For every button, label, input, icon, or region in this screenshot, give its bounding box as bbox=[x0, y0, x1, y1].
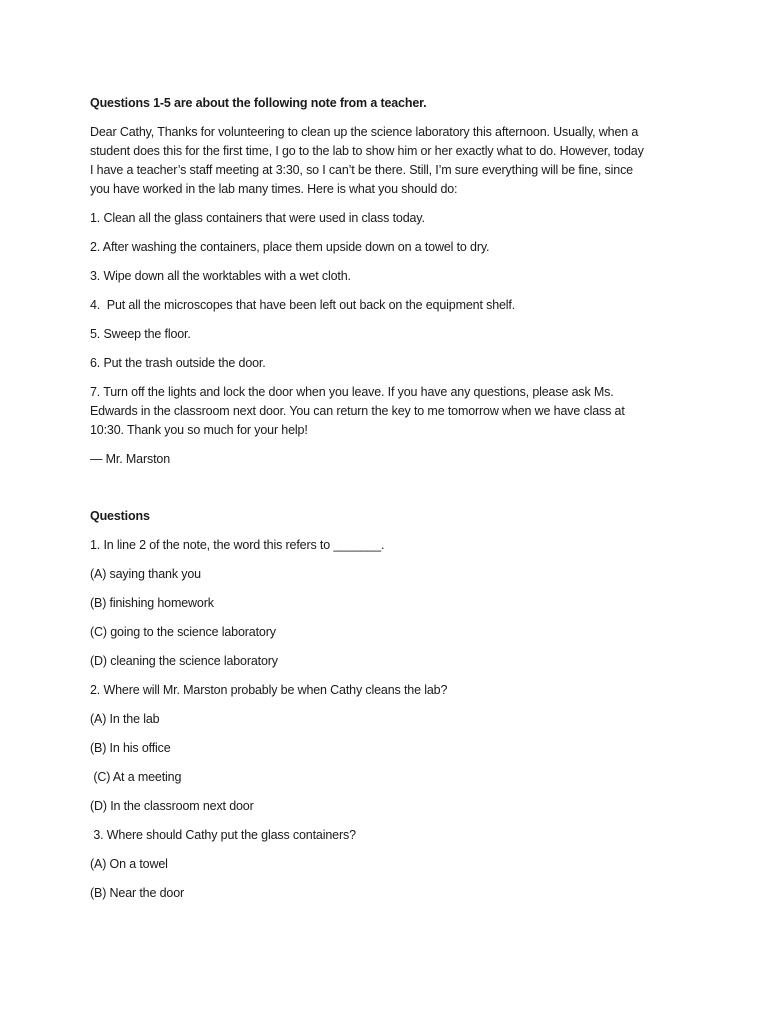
note-closing-line: 7. Turn off the lights and lock the door when you leave. If you have any questions, please ask Ms. bbox=[90, 385, 614, 399]
question-3-prompt: 3. Where should Cathy put the glass containers? bbox=[90, 828, 356, 842]
question-2-option-a: (A) In the lab bbox=[90, 712, 160, 726]
questions-heading-text: Questions bbox=[90, 509, 150, 523]
question-2-prompt: 2. Where will Mr. Marston probably be when Cathy cleans the lab? bbox=[90, 683, 448, 697]
answer-option bbox=[90, 884, 690, 903]
note-body-line: Dear Cathy, Thanks for volunteering to clean up the science laboratory this afternoon. Usually, when a bbox=[90, 125, 639, 139]
note-body-line: I have a teacher’s staff meeting at 3:30, so I can’t be there. Still, I’m sure everything will be fine, since bbox=[90, 163, 633, 177]
answer-option bbox=[90, 855, 690, 874]
note-body-line: you have worked in the lab many times. Here is what you should do: bbox=[90, 182, 458, 196]
question-3-option-a: (A) On a towel bbox=[90, 857, 168, 871]
question-1-option-d: (D) cleaning the science laboratory bbox=[90, 654, 278, 668]
note-step-text: 3. Wipe down all the worktables with a wet cloth. bbox=[90, 269, 351, 283]
questions-heading bbox=[90, 507, 690, 526]
note-closing-line: 10:30. Thank you so much for your help! bbox=[90, 423, 308, 437]
intro-title bbox=[90, 94, 690, 113]
question-1-option-a: (A) saying thank you bbox=[90, 567, 201, 581]
answer-option bbox=[90, 652, 690, 671]
question-2-option-c: (C) At a meeting bbox=[90, 770, 182, 784]
document-page bbox=[90, 94, 690, 913]
answer-option bbox=[90, 710, 690, 729]
question-1-prompt: 1. In line 2 of the note, the word this refers to _______. bbox=[90, 538, 385, 552]
note-step bbox=[90, 354, 690, 373]
note-step-text: 6. Put the trash outside the door. bbox=[90, 356, 266, 370]
answer-option bbox=[90, 739, 690, 758]
question-1-option-b: (B) finishing homework bbox=[90, 596, 214, 610]
answer-option bbox=[90, 565, 690, 584]
answer-option bbox=[90, 797, 690, 816]
note-closing bbox=[90, 383, 690, 440]
note-step-text: 5. Sweep the floor. bbox=[90, 327, 191, 341]
note-body-line: student does this for the first time, I go to the lab to show him or her exactly what to do. However, today bbox=[90, 144, 644, 158]
question-prompt bbox=[90, 681, 690, 700]
question-2-option-d: (D) In the classroom next door bbox=[90, 799, 254, 813]
note-signature-text: — Mr. Marston bbox=[90, 452, 171, 466]
question-prompt bbox=[90, 536, 690, 555]
note-step bbox=[90, 209, 690, 228]
answer-option bbox=[90, 623, 690, 642]
question-1-option-c: (C) going to the science laboratory bbox=[90, 625, 276, 639]
answer-option bbox=[90, 594, 690, 613]
note-step bbox=[90, 267, 690, 286]
intro-title-text: Questions 1-5 are about the following note from a teacher. bbox=[90, 96, 427, 110]
note-closing-line: Edwards in the classroom next door. You can return the key to me tomorrow when we have class at bbox=[90, 404, 625, 418]
note-step bbox=[90, 238, 690, 257]
note-step-text: 4. Put all the microscopes that have been left out back on the equipment shelf. bbox=[90, 298, 516, 312]
section-gap bbox=[90, 479, 690, 507]
question-prompt bbox=[90, 826, 690, 845]
question-3-option-b: (B) Near the door bbox=[90, 886, 185, 900]
note-body bbox=[90, 123, 690, 199]
note-step bbox=[90, 325, 690, 344]
question-2-option-b: (B) In his office bbox=[90, 741, 171, 755]
answer-option bbox=[90, 768, 690, 787]
note-signature bbox=[90, 450, 690, 469]
note-step-text: 2. After washing the containers, place them upside down on a towel to dry. bbox=[90, 240, 490, 254]
note-step-text: 1. Clean all the glass containers that were used in class today. bbox=[90, 211, 425, 225]
note-step bbox=[90, 296, 690, 315]
